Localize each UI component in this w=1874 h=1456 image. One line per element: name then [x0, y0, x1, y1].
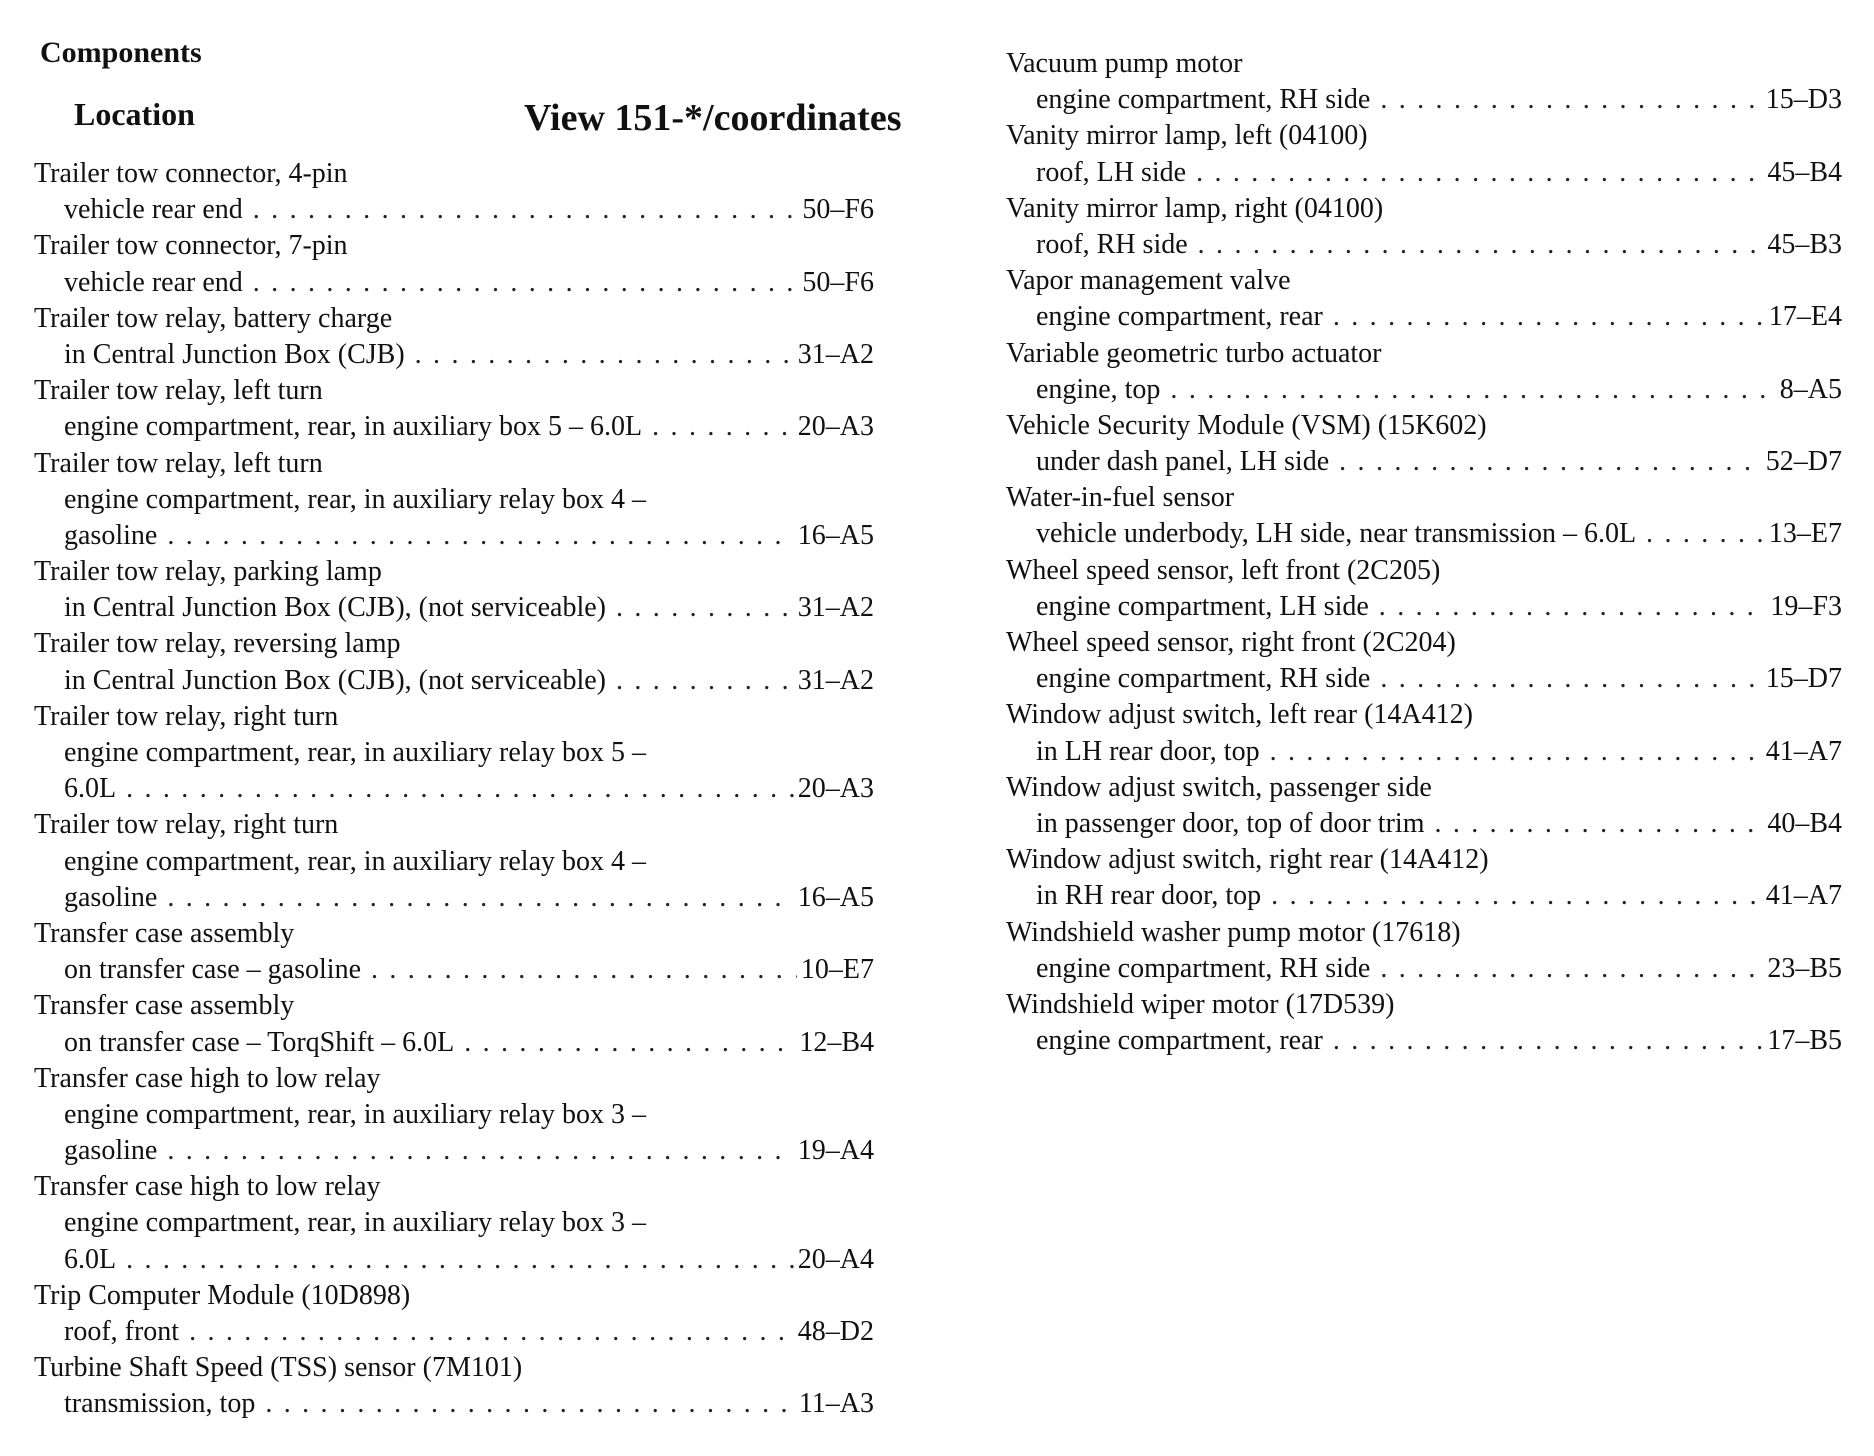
component-name: Transfer case assembly — [34, 917, 295, 949]
view-coordinate-ref: 20–A4 — [797, 1243, 874, 1275]
dot-leader — [464, 1025, 795, 1061]
component-location: gasoline — [64, 1135, 158, 1167]
location-row — [34, 1314, 874, 1350]
component-location: engine compartment, rear, in auxiliary relay box 4 – — [64, 483, 646, 515]
location-row — [1006, 516, 1842, 552]
dot-leader — [1198, 227, 1764, 263]
view-coordinate-ref: 48–D2 — [797, 1316, 874, 1347]
component-location: engine compartment, rear, in auxiliary relay box 4 – — [64, 845, 646, 877]
index-entry — [34, 1350, 874, 1422]
component-name: Trailer tow relay, left turn — [34, 375, 323, 407]
index-entry — [1006, 46, 1842, 118]
component-name: Wheel speed sensor, left front (2C205) — [1006, 554, 1441, 586]
view-coordinate-ref: 40–B4 — [1767, 807, 1842, 839]
component-name: Transfer case assembly — [34, 990, 295, 1022]
dot-leader — [167, 518, 793, 554]
dot-leader — [1333, 1023, 1763, 1059]
component-name: Transfer case high to low relay — [34, 1171, 381, 1203]
location-row — [34, 590, 874, 626]
index-entry — [1006, 263, 1842, 335]
dot-leader — [415, 337, 794, 373]
location-row — [1006, 372, 1842, 408]
location-row — [34, 409, 874, 445]
location-row — [34, 265, 874, 301]
location-row — [34, 771, 874, 807]
index-entry — [34, 988, 874, 1060]
location-row-continued — [34, 1205, 874, 1241]
component-location: engine compartment, rear, in auxiliary relay box 3 – — [64, 1207, 646, 1239]
index-entry — [34, 1278, 874, 1350]
component-name: Trailer tow connector, 4-pin — [34, 158, 348, 189]
component-location: on transfer case – gasoline — [64, 954, 361, 986]
dot-leader — [126, 1242, 794, 1278]
location-row — [34, 880, 874, 916]
right-index-column — [1006, 46, 1842, 1059]
view-coordinates-column-header: View 151-*/coordinates — [524, 97, 902, 139]
component-location: vehicle underbody, LH side, near transmission – 6.0L — [1036, 518, 1637, 550]
view-coordinate-ref: 50–F6 — [802, 194, 874, 226]
dot-leader — [1270, 734, 1762, 770]
component-location: transmission, top — [64, 1388, 256, 1420]
component-location: engine, top — [1036, 373, 1161, 405]
index-entry — [1006, 191, 1842, 263]
component-name: Vapor management valve — [1006, 265, 1291, 297]
location-row — [34, 518, 874, 554]
dot-leader — [1380, 661, 1761, 697]
index-entry — [1006, 118, 1842, 190]
location-row — [1006, 1023, 1842, 1059]
dot-leader — [1196, 155, 1763, 191]
component-location: in Central Junction Box (CJB), (not serviceable) — [64, 592, 606, 624]
view-coordinate-ref: 20–A3 — [797, 773, 874, 805]
component-location: roof, front — [64, 1316, 180, 1347]
view-coordinate-ref: 19–A4 — [797, 1135, 874, 1167]
dot-leader — [1380, 82, 1761, 118]
index-entry — [34, 228, 874, 300]
index-entry — [34, 554, 874, 626]
component-name: Trailer tow relay, parking lamp — [34, 556, 382, 588]
view-coordinate-ref: 20–A3 — [797, 411, 874, 443]
index-entry — [1006, 915, 1842, 987]
index-entry — [1006, 842, 1842, 914]
component-location: engine compartment, LH side — [1036, 590, 1369, 622]
view-coordinate-ref: 12–B4 — [799, 1026, 874, 1058]
view-coordinate-ref: 19–F3 — [1770, 590, 1842, 622]
component-name: Window adjust switch, passenger side — [1006, 771, 1432, 803]
component-location: 6.0L — [64, 1243, 117, 1275]
component-location: in Central Junction Box (CJB) — [64, 338, 405, 370]
component-location: in Central Junction Box (CJB), (not serviceable) — [64, 664, 606, 696]
component-location: engine compartment, rear, in auxiliary box 5 – 6.0L — [64, 411, 643, 443]
location-row — [34, 1025, 874, 1061]
left-index-column — [34, 156, 874, 1423]
component-location: gasoline — [64, 881, 158, 913]
dot-leader — [253, 265, 799, 301]
index-entry — [34, 301, 874, 373]
location-column-header: Location — [74, 96, 195, 132]
view-coordinate-ref: 41–A7 — [1765, 880, 1842, 912]
location-row — [1006, 806, 1842, 842]
component-location: vehicle rear end — [64, 194, 243, 226]
component-name: Vehicle Security Module (VSM) (15K602) — [1006, 409, 1487, 441]
component-name: Vanity mirror lamp, left (04100) — [1006, 120, 1368, 152]
view-coordinate-ref: 15–D7 — [1765, 663, 1842, 695]
index-entry — [34, 156, 874, 228]
index-entry — [1006, 697, 1842, 769]
index-entry — [34, 1061, 874, 1170]
view-coordinate-ref: 31–A2 — [797, 338, 874, 370]
component-location: engine compartment, rear — [1036, 1025, 1323, 1057]
location-row-continued — [34, 1097, 874, 1133]
component-name: Trip Computer Module (10D898) — [34, 1279, 411, 1311]
dot-leader — [167, 880, 793, 916]
component-location: roof, LH side — [1036, 156, 1187, 188]
component-name: Trailer tow relay, left turn — [34, 447, 323, 479]
dot-leader — [1339, 444, 1762, 480]
index-entry — [1006, 770, 1842, 842]
component-location: engine compartment, rear — [1036, 301, 1323, 333]
location-row — [1006, 155, 1842, 191]
component-location: under dash panel, LH side — [1036, 446, 1330, 478]
view-coordinate-ref: 16–A5 — [797, 881, 874, 913]
component-name: Trailer tow relay, right turn — [34, 700, 339, 732]
component-name: Windshield wiper motor (17D539) — [1006, 988, 1395, 1020]
location-row — [1006, 951, 1842, 987]
location-row — [1006, 734, 1842, 770]
dot-leader — [189, 1314, 794, 1350]
location-row — [34, 663, 874, 699]
dot-leader — [652, 409, 794, 445]
location-row — [1006, 589, 1842, 625]
component-name: Trailer tow relay, right turn — [34, 809, 339, 841]
dot-leader — [167, 1133, 793, 1169]
location-row — [34, 1386, 874, 1422]
index-entry — [1006, 625, 1842, 697]
view-coordinate-ref: 23–B5 — [1767, 952, 1842, 984]
index-entry — [34, 446, 874, 555]
view-coordinate-ref: 17–E4 — [1768, 301, 1842, 333]
view-coordinate-ref: 16–A5 — [797, 519, 874, 551]
component-location: in passenger door, top of door trim — [1036, 807, 1425, 839]
component-location: gasoline — [64, 519, 158, 551]
location-row — [34, 337, 874, 373]
location-row-continued — [34, 735, 874, 771]
index-entry — [1006, 336, 1842, 408]
dot-leader — [371, 952, 797, 988]
location-row — [1006, 878, 1842, 914]
component-location: roof, RH side — [1036, 228, 1188, 260]
view-coordinate-ref: 45–B3 — [1767, 228, 1842, 260]
dot-leader — [1379, 589, 1767, 625]
index-entry — [34, 807, 874, 916]
component-name: Turbine Shaft Speed (TSS) sensor (7M101) — [34, 1352, 523, 1384]
view-coordinate-ref: 10–E7 — [800, 954, 874, 986]
component-location: in RH rear door, top — [1036, 880, 1262, 912]
dot-leader — [1380, 951, 1763, 987]
component-location: on transfer case – TorqShift – 6.0L — [64, 1026, 455, 1058]
component-name: Trailer tow relay, reversing lamp — [34, 628, 401, 660]
dot-leader — [126, 771, 794, 807]
index-entry — [34, 699, 874, 808]
index-entry — [34, 373, 874, 445]
component-location: engine compartment, RH side — [1036, 663, 1371, 695]
component-name: Window adjust switch, right rear (14A412) — [1006, 844, 1489, 876]
dot-leader — [265, 1386, 794, 1422]
location-row-continued — [34, 844, 874, 880]
component-name: Trailer tow connector, 7-pin — [34, 230, 348, 262]
component-name: Water-in-fuel sensor — [1006, 482, 1235, 514]
view-coordinate-ref: 13–E7 — [1768, 518, 1842, 550]
index-entry — [34, 626, 874, 698]
dot-leader — [616, 590, 794, 626]
location-row-continued — [34, 482, 874, 518]
location-row — [1006, 227, 1842, 263]
view-coordinate-ref: 50–F6 — [802, 266, 874, 298]
dot-leader — [1271, 878, 1762, 914]
component-location: engine compartment, RH side — [1036, 952, 1371, 984]
component-name: Vanity mirror lamp, right (04100) — [1006, 192, 1384, 224]
component-name: Trailer tow relay, battery charge — [34, 302, 393, 334]
component-location: 6.0L — [64, 773, 117, 805]
dot-leader — [1333, 299, 1765, 335]
location-row — [1006, 299, 1842, 335]
dot-leader — [1434, 806, 1763, 842]
location-row — [1006, 82, 1842, 118]
location-row — [34, 1242, 874, 1278]
index-entry — [34, 916, 874, 988]
component-location: vehicle rear end — [64, 266, 243, 298]
location-row — [1006, 444, 1842, 480]
view-coordinate-ref: 11–A3 — [798, 1388, 874, 1420]
view-coordinate-ref: 31–A2 — [797, 592, 874, 624]
component-location: engine compartment, rear, in auxiliary relay box 3 – — [64, 1098, 646, 1130]
view-coordinate-ref: 45–B4 — [1767, 156, 1842, 188]
location-row — [34, 1133, 874, 1169]
section-title: Components — [40, 36, 202, 69]
component-location: engine compartment, rear, in auxiliary relay box 5 – — [64, 737, 646, 768]
component-location: in LH rear door, top — [1036, 735, 1260, 767]
view-coordinate-ref: 17–B5 — [1767, 1025, 1842, 1057]
view-coordinate-ref: 31–A2 — [797, 664, 874, 696]
index-entry — [1006, 987, 1842, 1059]
component-name: Transfer case high to low relay — [34, 1062, 381, 1094]
location-row — [34, 192, 874, 228]
index-entry — [34, 1169, 874, 1278]
dot-leader — [253, 192, 799, 228]
component-name: Window adjust switch, left rear (14A412) — [1006, 699, 1473, 731]
index-entry — [1006, 553, 1842, 625]
view-coordinate-ref: 41–A7 — [1765, 735, 1842, 767]
location-row — [1006, 661, 1842, 697]
view-coordinate-ref: 15–D3 — [1765, 84, 1842, 116]
index-entry — [1006, 480, 1842, 552]
view-coordinate-ref: 8–A5 — [1779, 373, 1842, 405]
dot-leader — [616, 663, 794, 699]
component-name: Vacuum pump motor — [1006, 48, 1243, 79]
component-name: Windshield washer pump motor (17618) — [1006, 916, 1461, 948]
dot-leader — [1170, 372, 1775, 408]
component-location: engine compartment, RH side — [1036, 84, 1371, 116]
location-row — [34, 952, 874, 988]
index-entry — [1006, 408, 1842, 480]
view-coordinate-ref: 52–D7 — [1765, 446, 1842, 478]
component-name: Wheel speed sensor, right front (2C204) — [1006, 627, 1456, 658]
component-name: Variable geometric turbo actuator — [1006, 337, 1382, 369]
dot-leader — [1646, 516, 1765, 552]
